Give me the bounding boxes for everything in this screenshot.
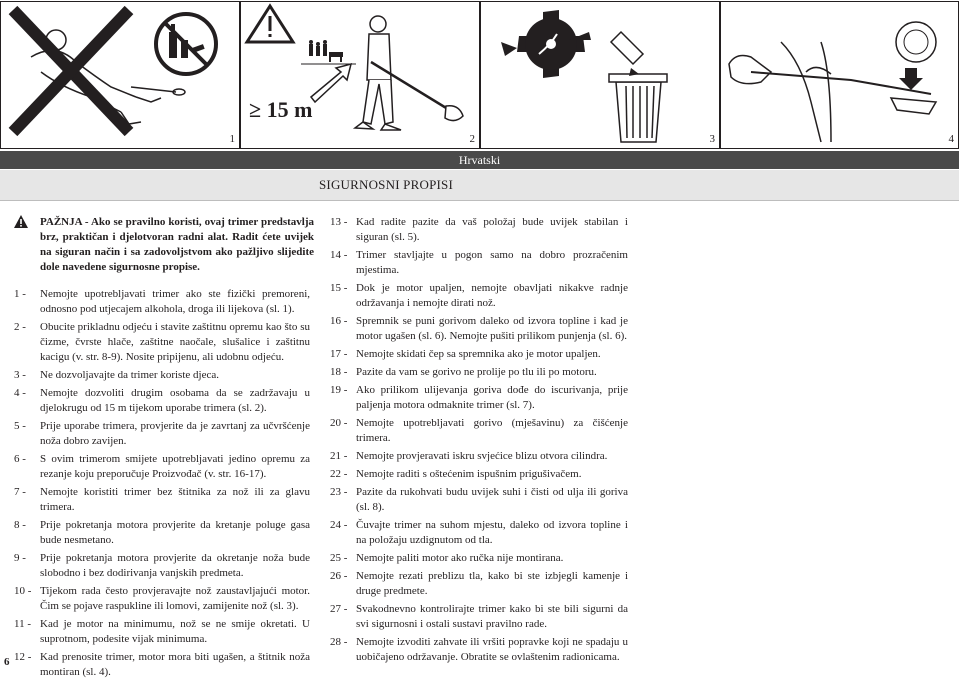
- rule-text: Čuvajte trimer na suhom mjestu, daleko od izvora topline i na položaju uzdignutom od tla.: [356, 519, 628, 546]
- rule-item: [330, 281, 628, 311]
- rule-item: [330, 602, 628, 632]
- rule-item: [14, 287, 310, 317]
- rule-text: Prije pokretanja motora provjerite da okretanje noža bude slobodno i bez dodirivanja vanjskih predmeta.: [40, 552, 310, 579]
- rule-item: [14, 419, 310, 449]
- rule-number: 3 -: [14, 369, 26, 381]
- rule-item: [14, 551, 310, 581]
- blade-icon: [517, 10, 585, 78]
- fig3-illustration: [481, 2, 719, 148]
- rule-text: S ovim trimerom smijete upotrebljavati jedino opremu za rezanje koju preporučuje Proizvođač (v. str. 16-17).: [40, 453, 310, 480]
- rule-number: 23 -: [330, 486, 348, 498]
- rule-text: Spremnik se puni gorivom daleko od izvora topline i kad je motor ugašen (sl. 6). Nemojte pušiti prilikom punjenja (sl. 6).: [356, 315, 628, 342]
- fig1-illustration: [1, 2, 239, 148]
- rule-text: Nemojte upotrebljavati trimer ako ste fizički premoreni, odnosno pod utjecajem alkohola, droga ili lijekova (sl. 1).: [40, 288, 310, 315]
- figure-4-panel: [720, 1, 959, 149]
- rule-number: 2 -: [14, 321, 26, 333]
- rule-text: Nemojte raditi s oštećenim ispušnim prigušivačem.: [356, 468, 582, 480]
- rule-item: [330, 365, 628, 380]
- rules-list-right: [330, 215, 628, 668]
- rule-number: 28 -: [330, 636, 348, 648]
- rule-number: 14 -: [330, 249, 348, 261]
- rule-text: Tijekom rada često provjeravajte nož zaustavljajući motor. Čim se pojave raspukline ili lomovi, zamijenite nož (sl. 3).: [40, 585, 310, 612]
- rule-text: Ako prilikom ulijevanja goriva dođe do iscurivanja, prije paljenja motora odmaknite trimer (sl. 7).: [356, 384, 628, 411]
- rule-item: [14, 617, 310, 647]
- rule-number: 15 -: [330, 282, 348, 294]
- rule-number: 11 -: [14, 618, 32, 630]
- rule-text: Dok je motor upaljen, nemojte obavljati nikakve radnje održavanja i nemojte dirati nož.: [356, 282, 628, 309]
- figure-1-number: 1: [229, 133, 235, 145]
- rule-text: Nemojte dozvoliti drugim osobama da se zadržavaju u djelokrugu od 15 m tijekom uporabe trimera (sl. 2).: [40, 387, 310, 414]
- figure-3-panel: [480, 1, 720, 149]
- rule-number: 24 -: [330, 519, 348, 531]
- rule-number: 6 -: [14, 453, 26, 465]
- rule-text: Ne dozvoljavajte da trimer koriste djeca.: [40, 369, 219, 381]
- rules-list-left: [14, 287, 310, 683]
- rule-item: [330, 518, 628, 548]
- rule-text: Pazite da vam se gorivo ne prolije po tlu ili po motoru.: [356, 366, 597, 378]
- rule-number: 16 -: [330, 315, 348, 327]
- rule-text: Nemojte skidati čep sa spremnika ako je motor upaljen.: [356, 348, 601, 360]
- rule-item: [330, 215, 628, 245]
- rule-item: [14, 650, 310, 680]
- rule-item: [14, 320, 310, 365]
- language-bar: [0, 151, 959, 169]
- figure-2-panel: [240, 1, 480, 149]
- rule-number: 20 -: [330, 417, 348, 429]
- rule-item: [330, 383, 628, 413]
- rule-number: 17 -: [330, 348, 348, 360]
- rule-text: Nemojte upotrebljavati gorivo (mješavinu) za čišćenje trimera.: [356, 417, 628, 444]
- rule-text: Prije uporabe trimera, provjerite da je zavrtanj za učvršćenje noža dobro zavijen.: [40, 420, 310, 447]
- figure-4-number: 4: [948, 133, 954, 145]
- rule-text: Pazite da rukohvati budu uvijek suhi i čisti od ulja ili goriva (sl. 8).: [356, 486, 628, 513]
- rule-number: 26 -: [330, 570, 348, 582]
- rule-number: 27 -: [330, 603, 348, 615]
- rule-item: [330, 314, 628, 344]
- rule-item: [330, 635, 628, 665]
- rule-number: 7 -: [14, 486, 26, 498]
- rule-text: Nemojte provjeravati iskru svjećice blizu otvora cilindra.: [356, 450, 608, 462]
- rule-item: [14, 368, 310, 383]
- language-label: Hrvatski: [458, 153, 501, 167]
- rule-text: Nemojte rezati preblizu tla, kako bi ste izbjegli kamenje i druge predmete.: [356, 570, 628, 597]
- rule-number: 22 -: [330, 468, 348, 480]
- rule-number: 10 -: [14, 585, 32, 597]
- title-band: [0, 170, 959, 201]
- rule-item: [14, 386, 310, 416]
- rule-number: 18 -: [330, 366, 348, 378]
- fig4-illustration: [721, 2, 958, 148]
- rule-text: Kad je motor na minimumu, nož se ne smije okretati. U suprotnom, podesite vijak minimuma.: [40, 618, 310, 645]
- rule-text: Kad radite pazite da vaš položaj bude uvijek stabilan i siguran (sl. 5).: [356, 216, 628, 243]
- rule-text: Nemojte paliti motor ako ručka nije montirana.: [356, 552, 564, 564]
- figure-1-panel: [0, 1, 240, 149]
- rule-text: Nemojte izvoditi zahvate ili vršiti popravke koji ne spadaju u uobičajeno održavanje. Obratite se ovlaštenim radionicama.: [356, 636, 628, 663]
- rule-item: [330, 569, 628, 599]
- rule-item: [14, 452, 310, 482]
- warning-triangle-icon: [14, 215, 28, 228]
- rule-item: [330, 449, 628, 464]
- rule-number: 5 -: [14, 420, 26, 432]
- section-title: SIGURNOSNI PROPISI: [319, 177, 453, 192]
- figure-3-number: 3: [709, 133, 715, 145]
- distance-label: ≥ 15 m: [249, 97, 313, 122]
- rule-item: [330, 347, 628, 362]
- rule-number: 8 -: [14, 519, 26, 531]
- rule-number: 25 -: [330, 552, 348, 564]
- rule-text: Kad prenosite trimer, motor mora biti ugašen, a štitnik noža montiran (sl. 4).: [40, 651, 310, 678]
- rule-item: [330, 248, 628, 278]
- rule-text: Nemojte koristiti trimer bez štitnika za nož ili za glavu trimera.: [40, 486, 310, 513]
- page-number: 6: [4, 656, 10, 668]
- warning-text: PAŽNJA - Ako se pravilno koristi, ovaj trimer predstavlja brz, praktičan i djelotvoran radni alat. Radit ćete uvijek na siguran način i sa zadovoljstvom ako pažljivo slijedite dole navedene sigurnosne propise.: [40, 216, 314, 273]
- rule-number: 13 -: [330, 216, 348, 228]
- rule-item: [14, 518, 310, 548]
- rule-number: 19 -: [330, 384, 348, 396]
- fig2-illustration: [241, 2, 479, 148]
- rule-item: [14, 584, 310, 614]
- rule-number: 21 -: [330, 450, 348, 462]
- rule-number: 4 -: [14, 387, 26, 399]
- rule-item: [330, 551, 628, 566]
- rule-number: 12 -: [14, 651, 32, 663]
- rule-text: Trimer stavljajte u pogon samo na dobro prozračenim mjestima.: [356, 249, 628, 276]
- figure-2-number: 2: [469, 133, 475, 145]
- rule-item: [14, 485, 310, 515]
- rule-item: [330, 416, 628, 446]
- rule-number: 9 -: [14, 552, 26, 564]
- rule-text: Svakodnevno kontrolirajte trimer kako bi ste bili sigurni da svi sigurnosni i ostali sustavi pravilno rade.: [356, 603, 628, 630]
- rule-text: Prije pokretanja motora provjerite da kretanje poluge gasa bude nesmetano.: [40, 519, 310, 546]
- rule-number: 1 -: [14, 288, 26, 300]
- rule-item: [330, 467, 628, 482]
- rule-text: Obucite prikladnu odjeću i stavite zaštitnu opremu kao što su čizme, čvrste hlače, zaštitne naočale, slušalice i zaštitnu kacigu (v. str. 8-9). Nosite pripijenu, ali udobnu odjeću.: [40, 321, 310, 363]
- warning-block: [14, 215, 314, 275]
- rule-item: [330, 485, 628, 515]
